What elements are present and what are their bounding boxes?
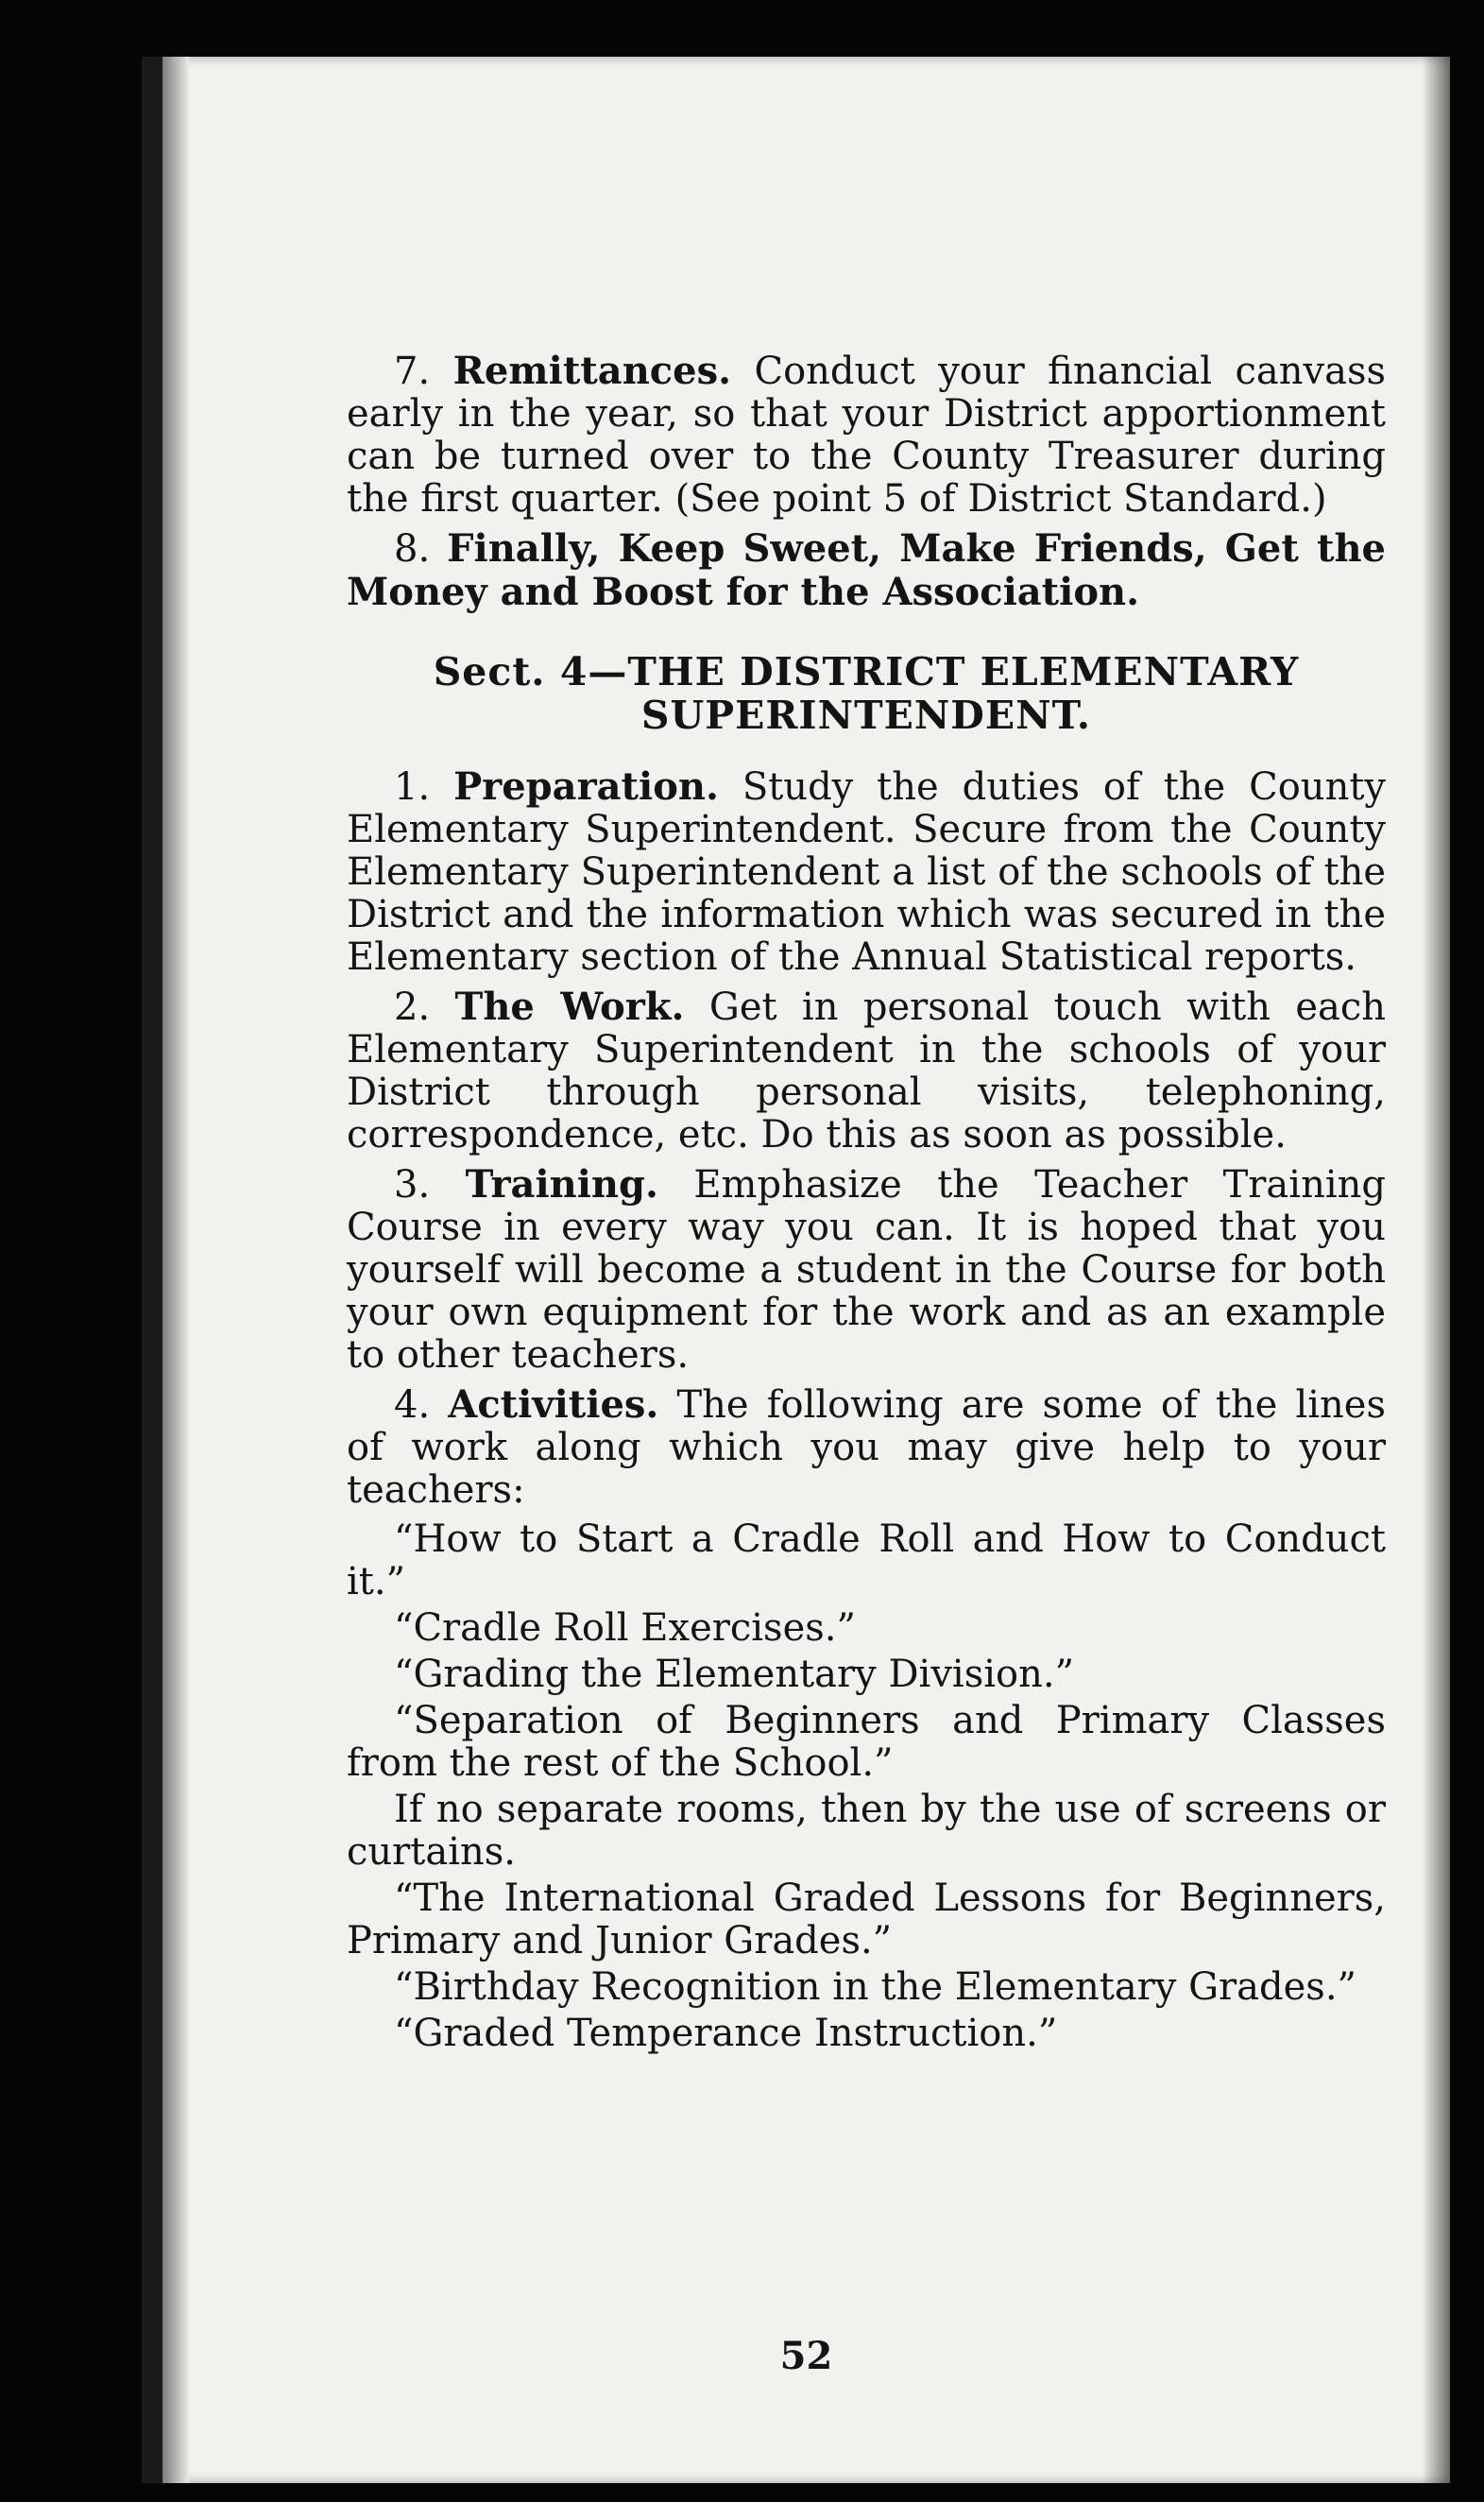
paragraph-remittances	[347, 350, 1386, 521]
page-number: 52	[779, 2334, 833, 2378]
paragraph-activities	[347, 1383, 1386, 1512]
paragraph-number: 1.	[394, 765, 431, 809]
paragraph-text: Conduct your financial canvass early in the year, so that your District apportionment can be turned over to the County Treasurer during the first quarter. (See point 5 of District Standard.)	[347, 350, 1387, 521]
activity-item: “The International Graded Lessons for Beginners, Primary and Junior Grades.”	[347, 1876, 1386, 1962]
paragraph-number: 3.	[394, 1163, 431, 1207]
page-edge-shadow	[1422, 57, 1450, 2483]
activity-item: “How to Start a Cradle Roll and How to Conduct it.”	[347, 1517, 1386, 1603]
paragraph-label: Activities.	[448, 1382, 659, 1427]
activity-item: “Grading the Elementary Division.”	[394, 1653, 1075, 1696]
section-heading: Sect. 4—THE DISTRICT ELEMENTARY SUPERINTENDENT.	[433, 649, 1300, 738]
paragraph-label: Remittances.	[452, 349, 732, 393]
paragraph-label: Finally, Keep Sweet, Make Friends, Get the Money and Boost for the Association.	[347, 526, 1386, 614]
page-content	[347, 350, 1386, 2059]
activity-item: “Graded Temperance Instruction.”	[394, 2012, 1058, 2055]
paragraph-number: 7.	[394, 350, 431, 393]
paragraph-finally	[347, 527, 1386, 614]
paragraph-label: Training.	[465, 1162, 658, 1207]
paragraph-text: The following are some of the lines of work along which you may give help to your teachers:	[347, 1383, 1386, 1512]
book-page	[142, 57, 1450, 2483]
paragraph-number: 2.	[394, 985, 431, 1029]
paragraph-text: Emphasize the Teacher Training Course in every way you can. It is hoped that you yourself will become a student in the Course for both your own equipment for the work and as an example to other teachers.	[347, 1163, 1386, 1377]
paragraph-training	[347, 1163, 1386, 1377]
activity-item: “Separation of Beginners and Primary Classes from the rest of the School.”	[347, 1699, 1386, 1785]
activity-item: “Birthday Recognition in the Elementary Grades.”	[394, 1965, 1356, 2009]
paragraph-text: Get in personal touch with each Elementary Superintendent in the schools of your District through personal visits, telephoning, correspondence, etc. Do this as soon as possible.	[347, 985, 1387, 1157]
paragraph-label: The Work.	[454, 985, 685, 1029]
activity-item: If no separate rooms, then by the use of screens or curtains.	[347, 1788, 1386, 1874]
paragraph-number: 8.	[394, 527, 431, 571]
activity-item: “Cradle Roll Exercises.”	[394, 1606, 856, 1650]
paragraph-number: 4.	[394, 1383, 431, 1427]
paragraph-label: Preparation.	[453, 764, 719, 809]
paragraph-text: Study the duties of the County Elementary Superintendent. Secure from the County Elementary Superintendent a list of the schools of the District and the information which was secured in the Elementary section of the Annual Statistical reports.	[347, 765, 1386, 979]
paragraph-the-work	[347, 985, 1386, 1157]
spine-shadow	[162, 57, 189, 2483]
paragraph-preparation	[347, 765, 1386, 979]
